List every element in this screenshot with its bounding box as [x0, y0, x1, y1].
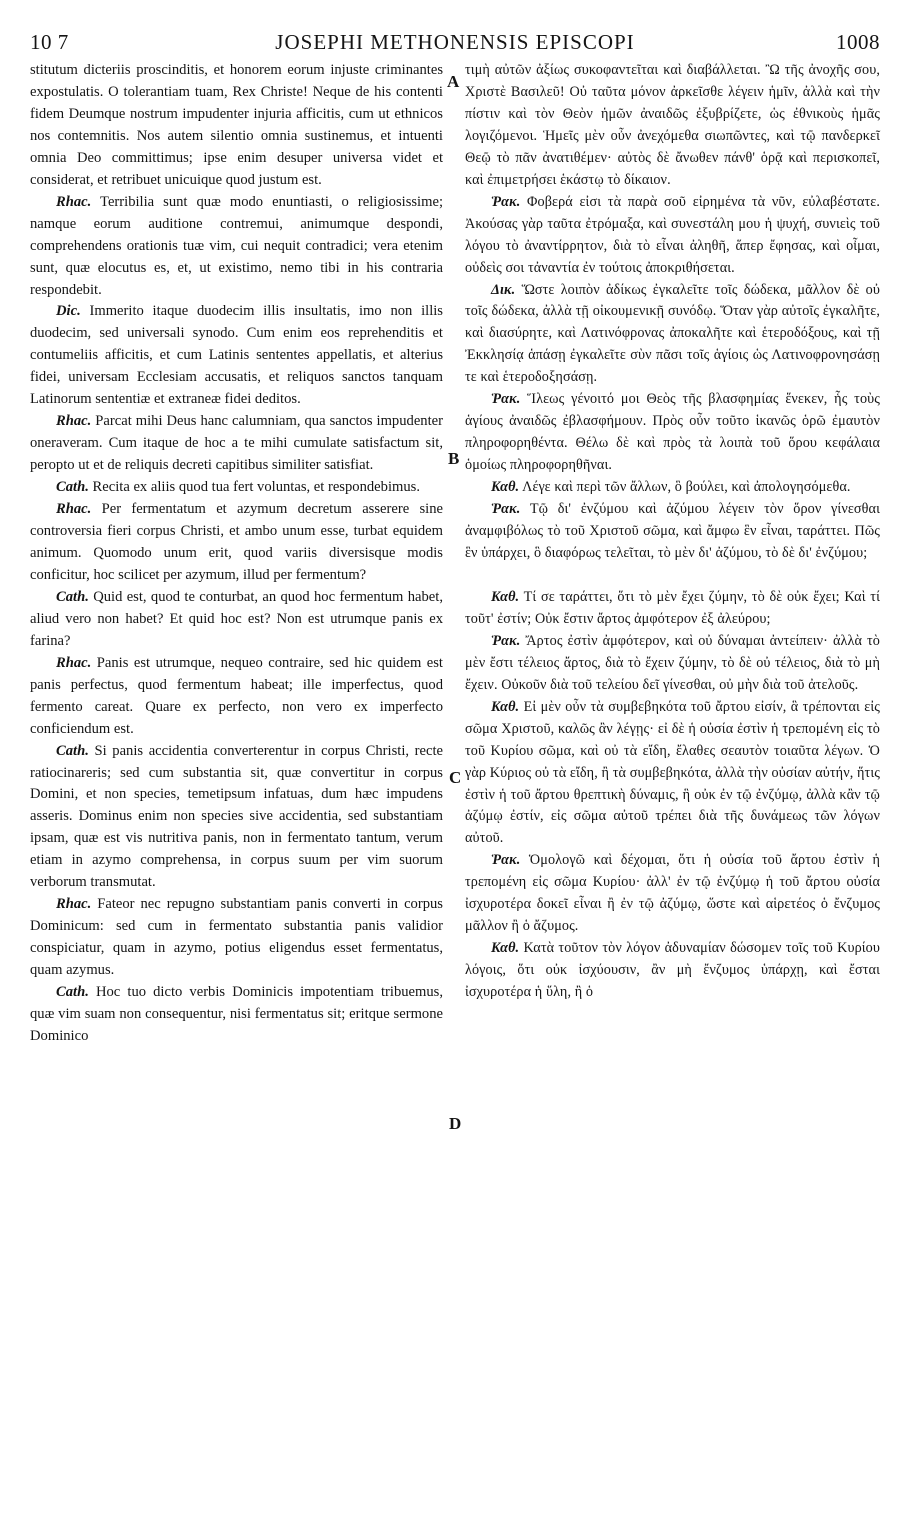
- speaker-label: Δικ.: [491, 281, 516, 298]
- running-header: [30, 30, 880, 60]
- speaker-label: Cath.: [56, 588, 89, 605]
- speaker-label: Καθ.: [491, 479, 520, 496]
- speaker-label: Cath.: [56, 742, 89, 759]
- greek-paragraph: Δικ. Ὥστε λοιπὸν ἀδίκως ἐγκαλεῖτε τοῖς δώδεκα, μᾶλλον δὲ οὐ τοῖς δώδεκα, ἀλλὰ τῇ οἰκουμενικῇ συνόδῳ. Ὅταν γὰρ αὐτοῖς ἐγκαλῆτε, καὶ διασύρητε, καὶ Λατινόφρονας ἀποκαλῆτε καὶ ἑτεροδόξους, καὶ τῇ Ἐκκλησίᾳ ἁπάσῃ ἐγκαλεῖτε σὺν πᾶσι τοῖς ἁγίοις ὡς Λατινοφρονησάσῃ τε καὶ ἑτεροδοξησάσῃ.: [465, 281, 880, 386]
- latin-paragraph: Cath. Quid est, quod te conturbat, an quod hoc fermentum habet, aliud vero non habet? Et quid hoc est? Non est utrumque panis ex farina?: [30, 588, 443, 649]
- speaker-label: Cath.: [56, 984, 89, 1001]
- latin-paragraph: Rhac. Per fermentatum et azymum decretum asserere sine controversia fieri corpus Christi, et ambo unum esse, turbat equidem animum. Quomodo unum erit, quod variis diversisque modis conficitur, hoc scilicet per azymum, illud per fermentum?: [30, 501, 443, 583]
- speaker-label: Ῥακ.: [491, 501, 521, 518]
- greek-paragraph: Ῥακ. Ὁμολογῶ καὶ δέχομαι, ὅτι ἡ οὐσία τοῦ ἄρτου ἐστὶν ἡ τρεπομένη εἰς σῶμα Κυρίου· ἀλλ' ἐν τῷ ἐνζύμῳ ἡ τοῦ ἄρτου οὐσία ἰσχυροτέρα δοκεῖ εἶναι ἢ ἐν τῷ ἀζύμῳ, ὥστε καὶ αἱρετέος ὁ ἔνζυμος μᾶλλον ἢ ὁ ἄζυμος.: [465, 852, 880, 935]
- latin-column: [30, 60, 443, 1048]
- greek-paragraph: Καθ. Λέγε καὶ περὶ τῶν ἄλλων, ὃ βούλει, καὶ ἀπολογησόμεθα.: [491, 479, 851, 496]
- greek-paragraph: Ῥακ. Τῷ δι' ἐνζύμου καὶ ἀζύμου λέγειν τὸν ὅρον γίνεσθαι ἀναμφιβόλως τὸ τοῦ Χριστοῦ σῶμα, καὶ ἄμφω ἓν εἶναι, ταράττει. Πῶς ἓν ὑπάρχει, ὃ διαφόρως τελεῖται, τὸ μὲν δι' ἀζύμου, τὸ δὲ δι' ἐνζύμου;: [465, 501, 880, 561]
- speaker-label: Καθ.: [491, 940, 520, 957]
- speaker-label: Rhac.: [56, 896, 92, 913]
- latin-paragraph: Cath. Hoc tuo dicto verbis Dominicis impotentiam tribuemus, quæ vim suam non consequentur, nisi fermentatus sit; eritque sermone Dominico: [30, 984, 443, 1044]
- speaker-label: Rhac.: [56, 193, 92, 210]
- speaker-label: Cath.: [56, 479, 89, 496]
- greek-paragraph: Καθ. Εἰ μὲν οὖν τὰ συμβεβηκότα τοῦ ἄρτου εἰσίν, ἃ τρέπονται εἰς σῶμα Χριστοῦ, καλῶς ἂν λέγῃς· εἰ δὲ ἡ οὐσία ἐστὶν ἡ τρεπομένη εἰς τὸ τοῦ Κυρίου σῶμα, καὶ οὐ τὰ εἴδη, ἔλαθες σεαυτὸν τοιαῦτα λέγων. Ὁ γὰρ Κύριος οὐ τὰ εἴδη, ἢ τὰ συμβεβηκότα, ἀλλὰ τὴν οὐσίαν αὐτήν, ἥτις ἐστὶν ἡ τοῦ ἄρτου θρεπτικὴ δύναμις, ἣ οὐκ ἐν τῷ ἐνζύμῳ, ἀλλὰ κἂν τῷ ἀζύμῳ ἐστίν, εἰς σῶμα αὐτοῦ τρέπει διὰ τῆς δυνάμεως τῶν λόγων αὐτοῦ.: [465, 698, 880, 847]
- paragraph-gap: [465, 565, 880, 587]
- greek-paragraph: τιμὴ αὐτῶν ἀξίως συκοφαντεῖται καὶ διαβάλλεται. Ὢ τῆς ἀνοχῆς σου, Χριστὲ Βασιλεῦ! Οὐ ταῦτα μόνον ἀρκεῖσθε λέγειν ἡμῖν, ἀλλὰ καὶ τὴν πίστιν καὶ τὸν Θεὸν ἡμῶν ἀναιδῶς ἐξυβρίζετε, ὡς ἐθνικοὺς ἡμᾶς λογιζόμενοι. Ἡμεῖς μὲν οὖν ἀνεχόμεθα σιωπῶντες, καὶ τῷ πανδερκεῖ Θεῷ τὸ πᾶν ἀνατιθέμεν· αὐτὸς δὲ ἄνωθεν πάνθ' ὁρᾷ καὶ περισκοπεῖ, καὶ ἐπιμετρήσει ἑκάστῳ τὸ δίκαιον.: [465, 62, 880, 188]
- speaker-label: Rhac.: [56, 501, 92, 518]
- speaker-label: Ῥακ.: [491, 193, 521, 210]
- latin-paragraph: Rhac. Panis est utrumque, nequeo contraire, sed hic quidem est panis perfectus, quod fermentum habeat; ille imperfectus, quod fermento careat. Quare ex perfecto, non vero ex imperfecto conficiendum est.: [30, 654, 443, 737]
- section-marker-a: A: [447, 72, 460, 91]
- speaker-label: Dic.: [56, 303, 81, 320]
- latin-paragraph: Rhac. Terribilia sunt quæ modo enuntiasti, o religiosissime; namque eorum auditione contremui, animumque despondi, comprehendens orationis tuæ vim, cui nequit contradici; vera etenim sunt, quæ elocutus es, et, ut existimo, nemo tibi in his contraria respondebit.: [30, 193, 443, 298]
- speaker-label: Ῥακ.: [491, 391, 521, 408]
- latin-paragraph: Cath. Si panis accidentia converterentur in corpus Christi, recte ratiocinareris; sed cum substantia sit, quæ convertitur in corpus Domini, et non species, temetipsum infatuas, dum hæc impudens asseris. Dominus enim non species sive accidentia, sed substantiam ipsam, quæ est vis nutritiva panis, non in fermentato tantum, verum etiam in azymo comprehensa, in corpus suum per vim suorum verborum transmutat.: [30, 742, 443, 891]
- column-number-right: 1008: [836, 30, 880, 54]
- greek-paragraph: Ῥακ. Φοβερά εἰσι τὰ παρὰ σοῦ εἰρημένα τὰ νῦν, εὐλαβέστατε. Ἀκούσας γὰρ ταῦτα ἐτρόμαξα, καὶ συνεστάλη μου ἡ ψυχή, συνιεὶς τοῦ λόγου τὸ ἀναντίρρητον, διὰ τὸ εἶναι ἀληθῆ, ἅπερ ἔφησας, καὶ οἶμαι, οὐδεὶς σοι τἀναντία ἐν τούτοις ἀποκριθήσεται.: [465, 193, 880, 276]
- speaker-label: Καθ.: [491, 698, 520, 715]
- greek-paragraph: Ῥακ. Ἄρτος ἐστὶν ἀμφότερον, καὶ οὐ δύναμαι ἀντείπειν· ἀλλὰ τὸ μὲν ἔστι τέλειος ἄρτος, διὰ τὸ ἔχειν ζύμην, τὸ δὲ οὐ τέλειος, διὰ τὸ μὴ ἔχειν. Οὐκοῦν διὰ τοῦ τελείου δεῖ γίνεσθαι, οὐ μὴν διὰ τοῦ ἀτελοῦς.: [465, 632, 880, 693]
- latin-paragraph: Rhac. Parcat mihi Deus hanc calumniam, qua sanctos impudenter oneraveram. Cum itaque de hoc a te mihi cumulate satisfactum sit, peropto ut et de reliquis decreti capitibus similiter satisfiat.: [30, 413, 443, 474]
- section-marker-c: C: [449, 768, 462, 787]
- latin-paragraph: Cath. Recita ex aliis quod tua fert voluntas, et respondebimus.: [56, 479, 420, 496]
- speaker-label: Rhac.: [56, 654, 92, 671]
- section-marker-b: B: [448, 449, 460, 468]
- section-marker-d: D: [449, 1114, 462, 1133]
- column-number-left: 10 7: [30, 30, 69, 54]
- greek-paragraph: Ῥακ. Ἵλεως γένοιτό μοι Θεὸς τῆς βλασφημίας ἕνεκεν, ἧς τοὺς ἁγίους ἀναιδῶς ἐβλασφήμουν. Πρὸς οὖν τοῦτο ἱκανῶς ὁρῶ ἐμαυτὸν πληροφορηθέντα. Θέλω δὲ καὶ πρὸς τὰ λοιπὰ τοῦ ὅρου κεφάλαια ὁμοίως πληροφορηθῆναι.: [465, 391, 880, 474]
- speaker-label: Ῥακ.: [491, 632, 521, 649]
- greek-paragraph: Καθ. Κατὰ τοῦτον τὸν λόγον ἀδυναμίαν δώσομεν τοῖς τοῦ Κυρίου λόγοις, ὅτι οὐκ ἰσχύουσιν, ἂν μὴ ἔνζυμος ὑπάρχῃ, καὶ ἔσται ἰσχυροτέρα ἡ ὕλη, ἢ ὁ: [465, 940, 880, 1001]
- speaker-label: Rhac.: [56, 413, 92, 430]
- latin-paragraph: stitutum dicteriis proscinditis, et honorem eorum injuste criminantes expostulatis. O tolerantiam tuam, Rex Christe! Neque de his contenti fidem Deumque nostrum impudenter injuria afficitis, cum ut ethnicos nos contemnitis. Nos autem silentio omnia sustinemus, et intuenti omnia Deo committimus; ipse enim desuper universa videt et considerat, et retribuet unicuique quod justum est.: [30, 62, 443, 188]
- latin-paragraph: Rhac. Fateor nec repugno substantiam panis converti in corpus Dominicum: sed cum in fermentato substantia panis validior conspiciatur, quam in azymo, potius eligendus esset fermentatus, quam azymus.: [30, 896, 443, 979]
- running-title: JOSEPHI METHONENSIS EPISCOPI: [275, 30, 635, 54]
- speaker-label: Καθ.: [491, 588, 520, 605]
- greek-paragraph: Καθ. Τί σε ταράττει, ὅτι τὸ μὲν ἔχει ζύμην, τὸ δὲ οὐκ ἔχει; Καὶ τί τοῦτ' ἐστίν; Οὐκ ἔστιν ἄρτος ἀμφότερον ἐξ ἀλεύρου;: [465, 588, 881, 627]
- latin-paragraph: Dic. Immerito itaque duodecim illis insultatis, imo non illis duodecim, sed universali synodo. Cum enim eos reprehenditis et contumeliis afficitis, et cum Latinis sententes appellatis, et alterius fidei, universam Ecclesiam accusatis, et reliquos sanctos tanquam Latinorum sententiæ et extraneæ fidei deditos.: [30, 303, 443, 408]
- greek-column: [465, 60, 880, 1004]
- speaker-label: Ῥακ.: [491, 852, 521, 869]
